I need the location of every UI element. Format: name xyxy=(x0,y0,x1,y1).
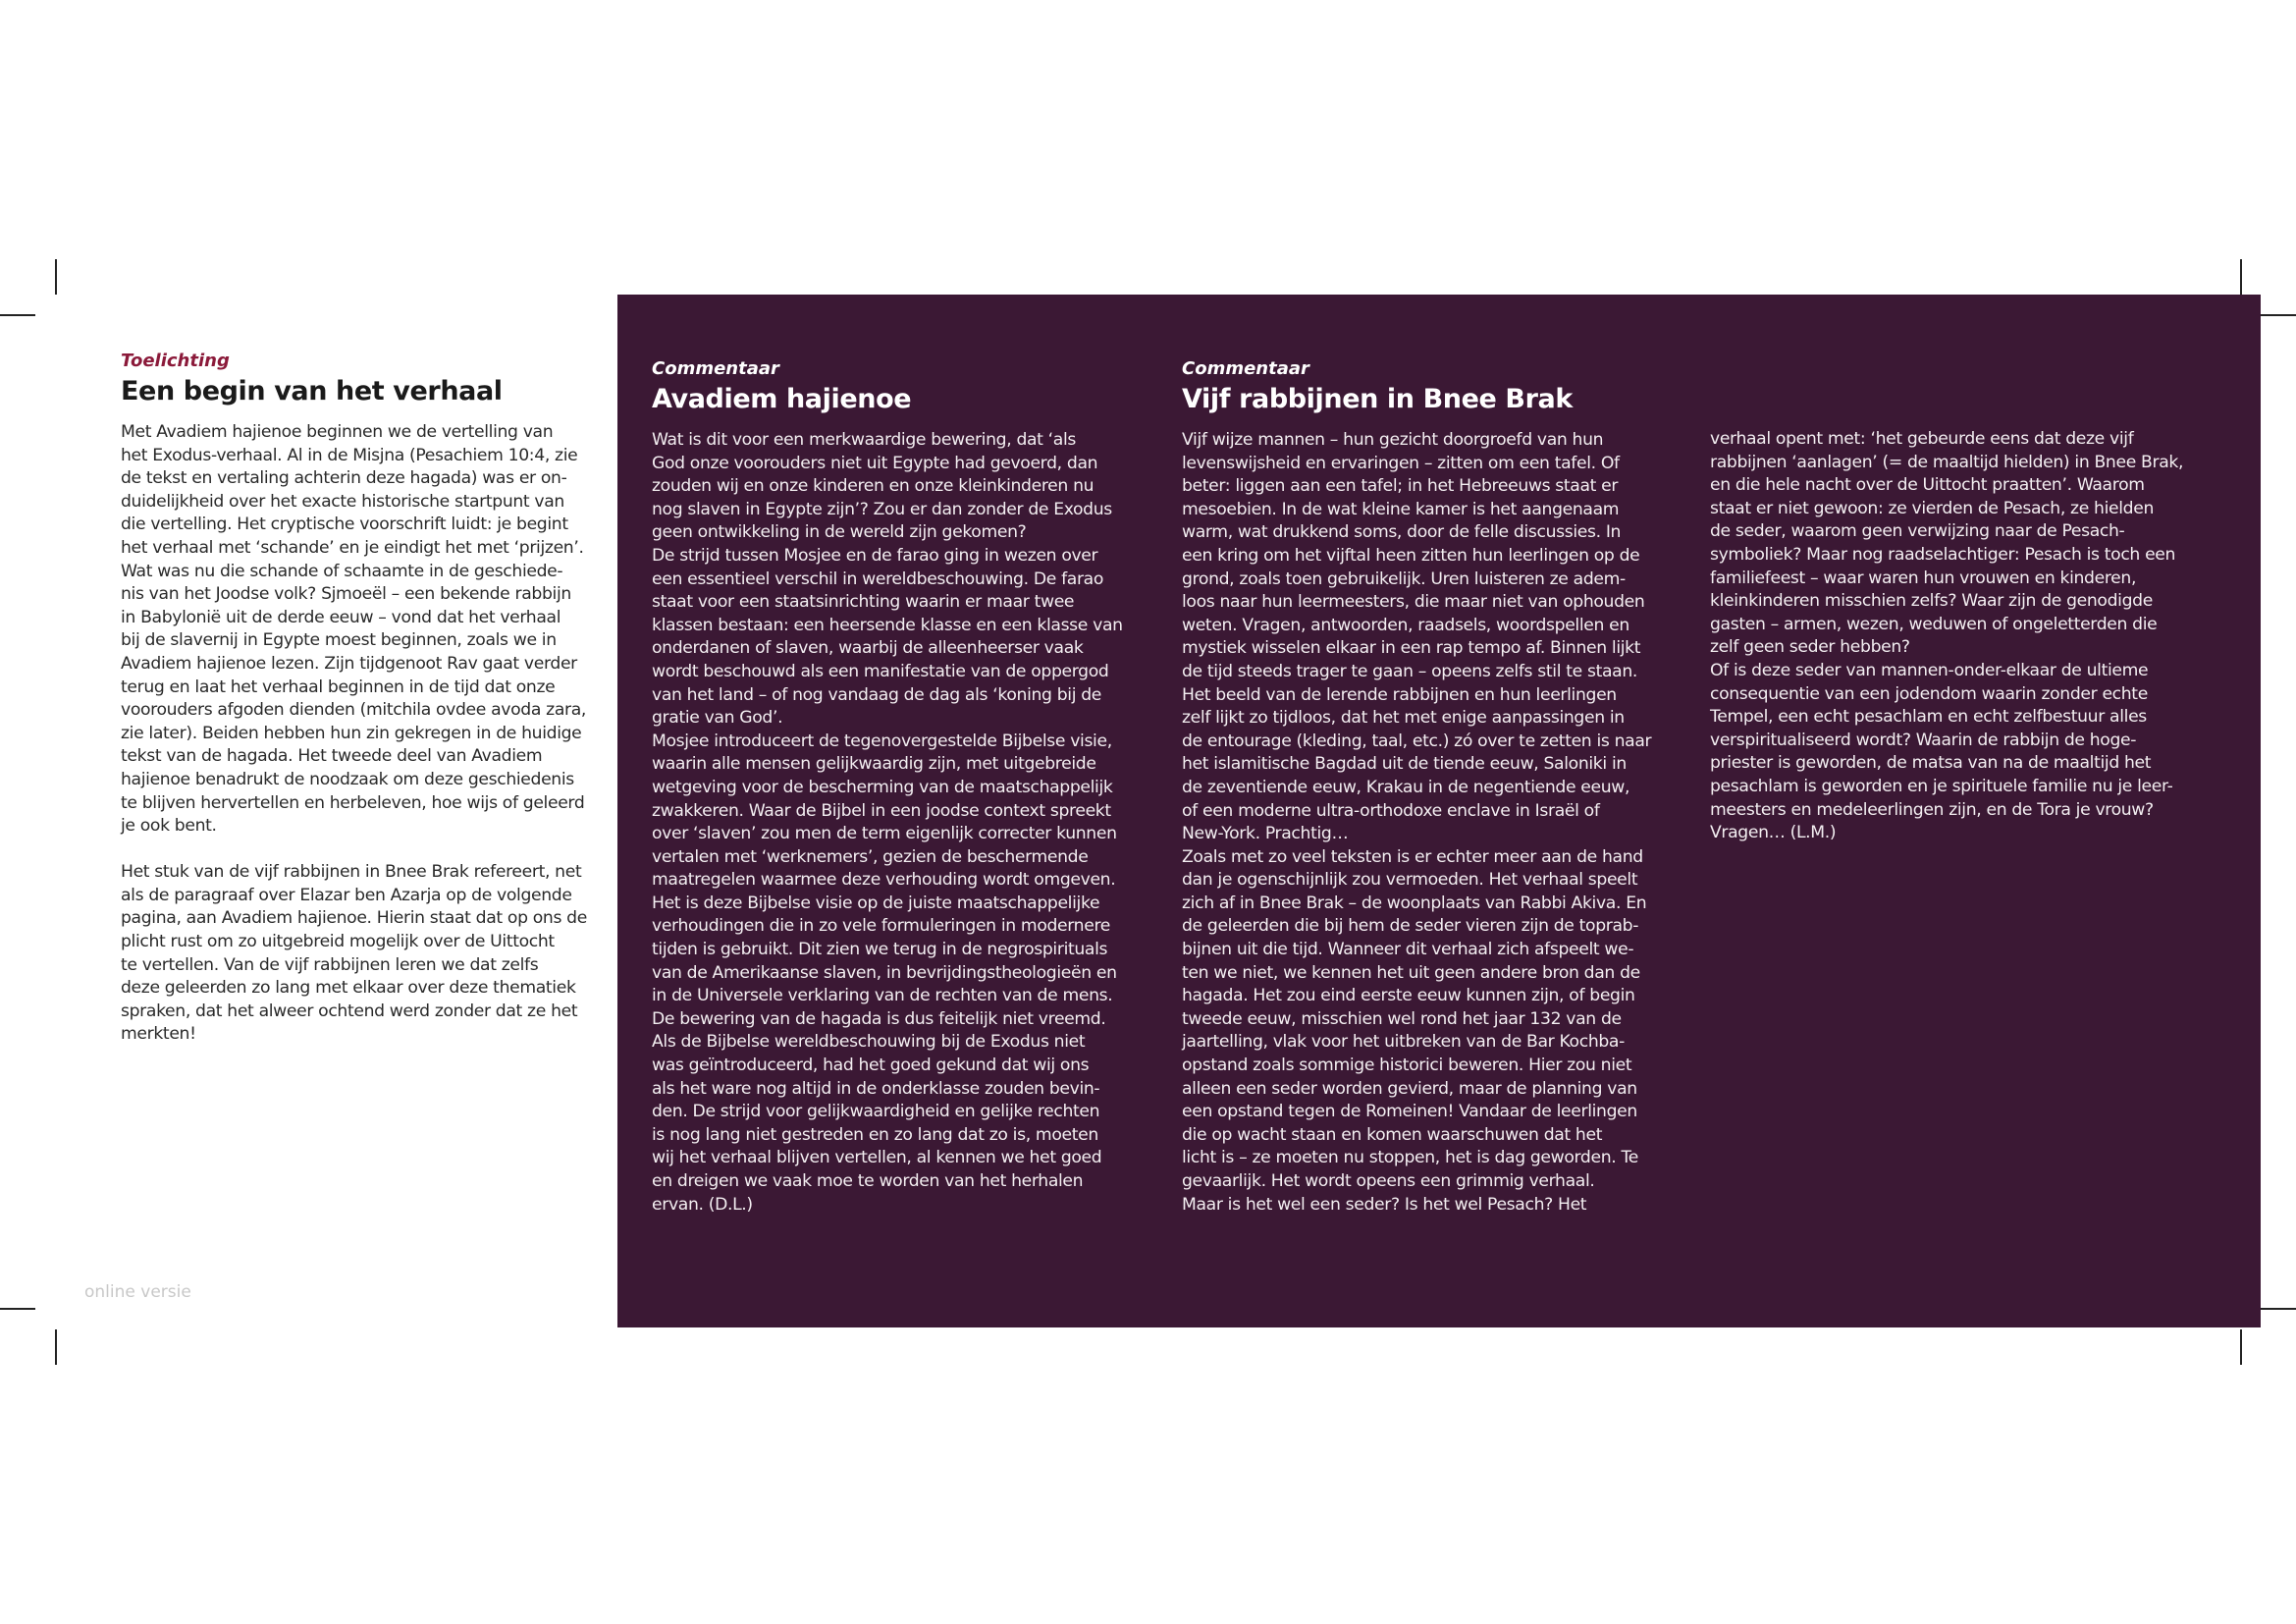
section-kicker: Commentaar xyxy=(652,358,779,379)
paragraph: Wat is dit voor een merkwaardige bewering, dat ‘als God onze voorouders niet uit Egypte had gevoerd, dan zouden wij en onze kinderen en onze kleinkinderen nu nog slaven in Egypte zijn’? Zou er dan zonder de Exodus geen ontwikkeling in de wereld zijn gekomen? De strijd tussen Mosjee en de farao ging in wezen over een essentieel verschil in wereldbeschouwing. De farao staat voor een staatsinrichting waarin er maar twee klassen bestaan: een heersende klasse en een klasse van onderdanen of slaven, waarbij de alleenheerser vaak wordt beschouwd als een manifestatie van de oppergod van het land – of nog vandaag de dag als ‘koning bij de gratie van God’. Mosjee introduceert de tegenovergestelde Bijbelse visie, waarin alle mensen gelijkwaardig zijn, met uitgebreide wetgeving voor de bescherming van de maatschappelijk zwakkeren. Waar de Bijbel in een joodse context spreekt over ‘slaven’ zou men de term eigenlijk correcter kunnen vertalen met ‘werknemers’, gezien de beschermende maatregelen waarmee deze verhouding wordt omgeven. Het is deze Bijbelse visie op de juiste maatschappelijke verhoudingen die in zo vele formuleringen in modernere tijden is gebruikt. Dit zien we terug in de negrospirituals van de Amerikaanse slaven, in bevrijdingstheologieën en in de Universele verklaring van de rechten van de mens. De bewering van de hagada is dus feitelijk niet vreemd. Als de Bijbelse wereldbeschouwing bij de Exodus niet was geïntroduceerd, had het goed gekund dat wij ons als het ware nog altijd in de onderklasse zouden bevin- den. De strijd voor gelijkwaardigheid en gelijke rechten is nog lang niet gestreden en zo lang dat zo is, moeten wij het verhaal blijven vertellen, al kennen we het goed en dreigen we vaak moe te worden van het herhalen ervan. (D.L.) xyxy=(652,430,1123,1215)
crop-mark xyxy=(2261,1308,2296,1310)
column-vijf-rabbijnen xyxy=(1182,358,1673,1217)
crop-mark xyxy=(55,1329,57,1365)
crop-mark xyxy=(0,1308,35,1310)
column-avadiem-hajienoe xyxy=(652,358,1143,1217)
crop-mark xyxy=(55,259,57,295)
section-title: Vijf rabbijnen in Bnee Brak xyxy=(1182,384,1573,414)
section-body xyxy=(1710,428,2201,845)
section-kicker: Commentaar xyxy=(1182,358,1309,379)
section-body xyxy=(652,429,1143,1217)
crop-mark xyxy=(2240,1329,2242,1365)
section-kicker: Toelichting xyxy=(121,351,230,371)
paragraph: Met Avadiem hajienoe beginnen we de vertelling van het Exodus-verhaal. Al in de Misjna (Pesachiem 10:4, zie de tekst en vertaling achterin deze hagada) was er on- duidelijkheid over het exacte historische startpunt van die vertelling. Het cryptische voorschrift luidt: je begint het verhaal met ‘schande’ en je eindigt het met ‘prijzen’. Wat was nu die schande of schaamte in de geschiede- nis van het Joodse volk? Sjmoeël – een bekende rabbijn in Babylonië uit de derde eeuw – vond dat het verhaal bij de slavernij in Egypte moest beginnen, zoals we in Avadiem hajienoe lezen. Zijn tijdgenoot Rav gaat verder terug en laat het verhaal beginnen in de tijd dat onze voorouders afgoden dienden (mitchila ovdee avoda zara, zie later). Beiden hebben hun zin gekregen in de huidige tekst van de hagada. Het tweede deel van Avadiem hajienoe benadrukt de noodzaak om deze geschiedenis te blijven hervertellen en herbeleven, hoe wijs of geleerd je ook bent. xyxy=(121,422,587,837)
paragraph: verhaal opent met: ‘het gebeurde eens dat deze vijf rabbijnen ‘aanlagen’ (= de maaltijd hielden) in Bnee Brak, en die hele nacht over de Uittocht praatten’. Waarom staat er niet gewoon: ze vierden de Pesach, ze hielden de seder, waarom geen verwijzing naar de Pesach- symboliek? Maar nog raadselachtiger: Pesach is toch een familiefeest – waar waren hun vrouwen en kinderen, kleinkinderen misschien zelfs? Waar zijn de genodigde gasten – armen, wezen, weduwen of ongeletterden die zelf geen seder hebben? Of is deze seder van mannen-onder-elkaar de ultieme consequentie van een jodendom waarin zonder echte Tempel, een echt pesachlam en echt zelfbestuur alles verspiritualiseerd wordt? Waarin de rabbijn de hoge- priester is geworden, de matsa van na de maaltijd het pesachlam is geworden en je spirituele familie nu je leer- meesters en medeleerlingen zijn, en de Tora je vrouw? Vragen… (L.M.) xyxy=(1710,429,2184,843)
section-title: Een begin van het verhaal xyxy=(121,376,503,406)
column-continuation xyxy=(1710,428,2201,845)
column-toelichting xyxy=(121,351,597,1047)
crop-mark xyxy=(2261,314,2296,316)
section-title: Avadiem hajienoe xyxy=(652,384,912,414)
crop-mark xyxy=(2240,259,2242,295)
online-version-label: online versie xyxy=(84,1282,191,1302)
paragraph: Het stuk van de vijf rabbijnen in Bnee Brak refereert, net als de paragraaf over Elazar ben Azarja op de volgende pagina, aan Avadiem hajienoe. Hierin staat dat op ons de plicht rust om zo uitgebreid mogelijk over de Uittocht te vertellen. Van de vijf rabbijnen leren we dat zelfs deze geleerden zo lang met elkaar over deze thematiek spraken, dat het alweer ochtend werd zonder dat ze het merkten! xyxy=(121,862,587,1045)
crop-mark xyxy=(0,314,35,316)
section-body xyxy=(121,421,597,1047)
paragraph: Vijf wijze mannen – hun gezicht doorgroefd van hun levenswijsheid en ervaringen – zitten om een tafel. Of beter: liggen aan een tafel; in het Hebreeuws staat er mesoebien. In de wat kleine kamer is het aangenaam warm, wat drukkend soms, door de felle discussies. In een kring om het vijftal heen zitten hun leerlingen op de grond, zoals toen gebruikelijk. Uren luisteren ze adem- loos naar hun leermeesters, die maar niet van ophouden weten. Vragen, antwoorden, raadsels, woordspellen en mystiek wisselen elkaar in een rap tempo af. Binnen lijkt de tijd steeds trager te gaan – opeens zelfs stil te staan. Het beeld van de lerende rabbijnen en hun leerlingen zelf lijkt zo tijdloos, dat het met enige aanpassingen in de entourage (kleding, taal, etc.) zó over te zetten is naar het islamitische Bagdad uit de tiende eeuw, Saloniki in de zeventiende eeuw, Krakau in de negentiende eeuw, of een moderne ultra-orthodoxe enclave in Israël of New-York. Prachtig… Zoals met zo veel teksten is er echter meer aan de hand dan je ogenschijnlijk zou vermoeden. Het verhaal speelt zich af in Bnee Brak – de woonplaats van Rabbi Akiva. En de geleerden die bij hem de seder vieren zijn de toprab- bijnen uit die tijd. Wanneer dit verhaal zich afspeelt we- ten we niet, we kennen het uit geen andere bron dan de hagada. Het zou eind eerste eeuw kunnen zijn, of begin tweede eeuw, misschien wel rond het jaar 132 van de jaartelling, vlak voor het uitbreken van de Bar Kochba- opstand zoals sommige historici beweren. Hier zou niet alleen een seder worden gevierd, maar de planning van een opstand tegen de Romeinen! Vandaar de leerlingen die op wacht staan en komen waarschuwen dat het licht is – ze moeten nu stoppen, het is dag geworden. Te gevaarlijk. Het wordt opeens een grimmig verhaal. Maar is het wel een seder? Is het wel Pesach? Het xyxy=(1182,430,1652,1215)
section-body xyxy=(1182,429,1673,1217)
